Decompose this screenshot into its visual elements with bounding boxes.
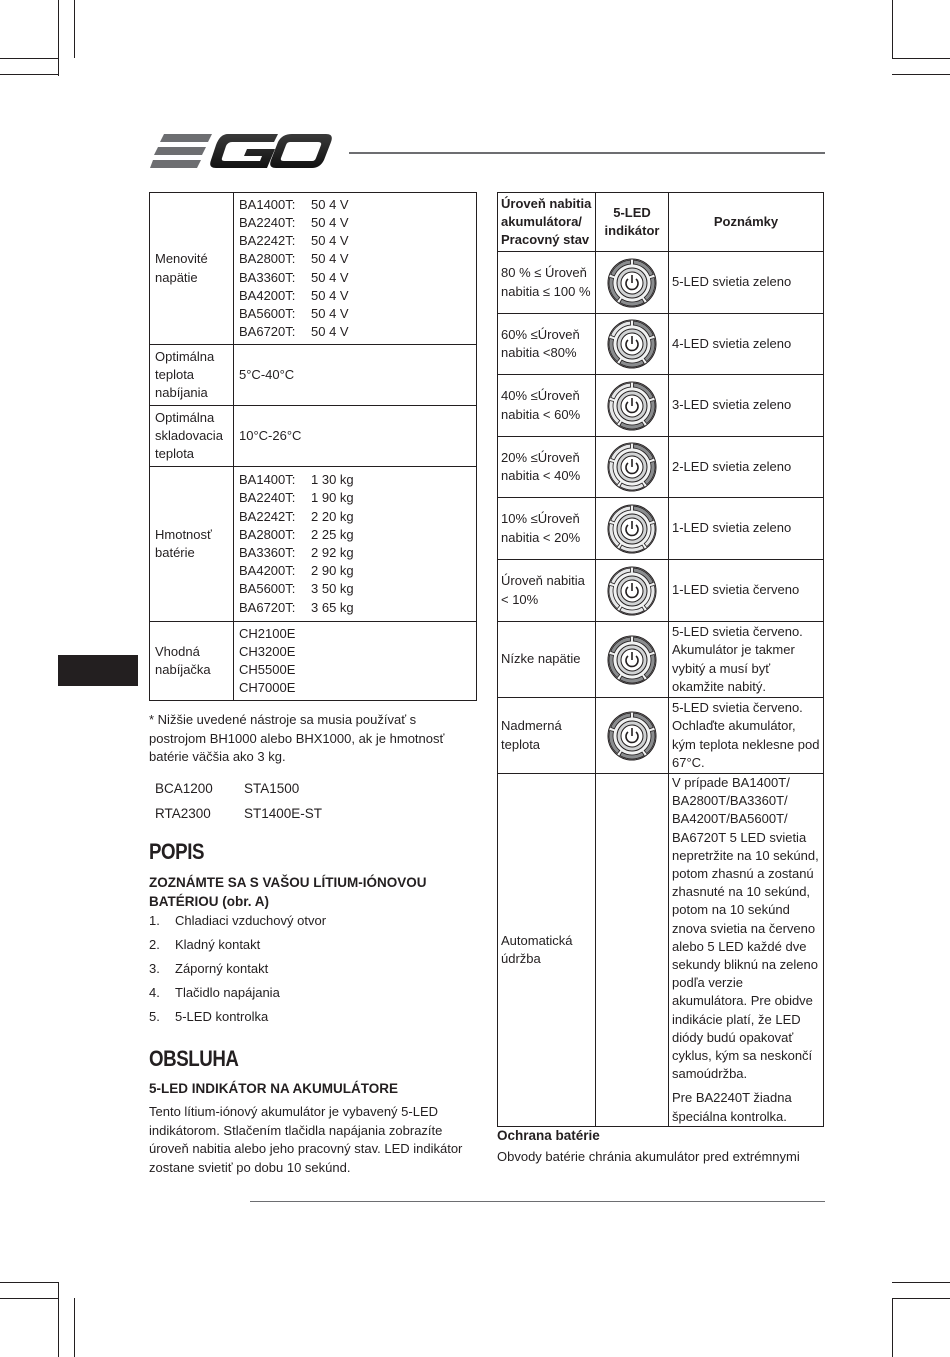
model: BA3360T: (239, 545, 296, 560)
led-row (498, 560, 824, 622)
list-item (149, 913, 326, 937)
row-note: 1-LED svietia zeleno (669, 498, 824, 560)
spec-value: 10°C-26°C (234, 406, 477, 467)
model: BA6720T: (239, 324, 296, 340)
led-row (498, 375, 824, 437)
led-indicator-icon (596, 622, 669, 698)
model: BA2240T: (239, 214, 296, 230)
led-row (498, 314, 824, 375)
item-text: Chladiaci vzduchový otvor (175, 913, 327, 928)
obsluha-heading: OBSLUHA (149, 1046, 239, 1071)
crop-mark (892, 0, 893, 58)
value: 50 4 V (311, 233, 349, 249)
tool-row (155, 776, 322, 801)
row-note: 4-LED svietia zeleno (669, 314, 824, 375)
header-notes: Poznámky (669, 193, 824, 252)
row-note: 5-LED svietia zeleno (669, 252, 824, 314)
led-row (498, 498, 824, 560)
value: 50 4 V (311, 305, 349, 321)
led-row (498, 698, 824, 774)
crop-mark (0, 58, 58, 59)
value: 50 4 V (311, 251, 349, 267)
value: 1 30 kg (311, 472, 354, 488)
row-state: Úroveň nabitia < 10% (498, 560, 596, 622)
maintenance-note-2: Pre BA2240T žiadna špeciálna kontrolka. (672, 1090, 792, 1124)
model: BA2240T: (239, 490, 296, 506)
model: BA2800T: (239, 526, 296, 542)
tool-model: STA1500 (244, 781, 300, 796)
list-item (149, 961, 326, 985)
charger-model: CH7000E (239, 680, 296, 696)
led-table-header (498, 193, 824, 252)
led-row (498, 622, 824, 698)
obsluha-body: Tento lítium-iónový akumulátor je vybavený 5-LED indikátorom. Stlačením tlačidla napájania zobrazíte úroveň nabitia alebo jeho pracovný stav. LED indikátor zostane svietiť po dobu 10 sekúnd. (149, 1104, 463, 1175)
value: 3 50 kg (311, 581, 354, 597)
ochrana-body: Obvody batérie chránia akumulátor pred extrémnymi (497, 1149, 800, 1164)
spec-row-storage-temp (150, 406, 477, 467)
tool-list (155, 776, 322, 826)
charger-model: CH5500E (239, 662, 296, 677)
row-state: 40% ≤Úroveň nabitia < 60% (498, 375, 596, 437)
crop-mark (0, 74, 58, 75)
voltage-pairs (239, 196, 471, 342)
spec-value (234, 193, 477, 345)
value: 50 4 V (311, 214, 349, 230)
row-note: 2-LED svietia zeleno (669, 437, 824, 498)
spec-label: Vhodná nabíjačka (150, 622, 234, 701)
popis-subheading: ZOZNÁMTE SA S VAŠOU LÍTIUM-IÓNOVOU BATÉRIOU (obr. A) (149, 875, 427, 909)
header-indicator: 5-LED indikátor (596, 193, 669, 252)
item-text: Tlačidlo napájania (175, 985, 280, 1000)
model: BA6720T: (239, 599, 296, 615)
spec-value (234, 467, 477, 622)
led-table (497, 192, 824, 1127)
row-state: 10% ≤Úroveň nabitia < 20% (498, 498, 596, 560)
specs-table (149, 192, 477, 701)
spec-value (234, 622, 477, 701)
spec-row-weight (150, 467, 477, 622)
value: 50 4 V (311, 196, 349, 212)
crop-mark (58, 1282, 59, 1357)
led-indicator-icon (596, 375, 669, 437)
tool-model: ST1400E-ST (244, 806, 323, 821)
crop-mark (74, 0, 75, 58)
tool-model: BCA1200 (155, 781, 213, 796)
led-indicator-icon (596, 252, 669, 314)
item-number: 1. (149, 913, 160, 928)
row-note (669, 774, 824, 1127)
value: 50 4 V (311, 269, 349, 285)
row-note: 5-LED svietia červeno. Akumulátor je takmer vybitý a musí byť okamžite nabitý. (669, 622, 824, 698)
spec-row-voltage (150, 193, 477, 345)
crop-mark (892, 1298, 893, 1357)
row-note: 3-LED svietia zeleno (669, 375, 824, 437)
value: 2 90 kg (311, 563, 354, 579)
row-state: 20% ≤Úroveň nabitia < 40% (498, 437, 596, 498)
value: 2 20 kg (311, 508, 354, 524)
item-number: 5. (149, 1009, 160, 1024)
crop-mark (74, 1298, 75, 1357)
spec-row-charge-temp (150, 345, 477, 406)
value: 1 90 kg (311, 490, 354, 506)
led-indicator-icon (596, 560, 669, 622)
footer-rule (250, 1201, 825, 1202)
footnote: * Nižšie uvedené nástroje sa musia používať s postrojom BH1000 alebo BHX1000, ak je hmotnosť batérie väčšia ako 3 kg. (149, 712, 445, 764)
parts-list (149, 913, 326, 1033)
value: 2 92 kg (311, 545, 354, 560)
popis-heading: POPIS (149, 839, 205, 864)
value: 50 4 V (311, 287, 349, 303)
row-state: 60% ≤Úroveň nabitia <80% (498, 314, 596, 375)
row-indicator-empty (596, 774, 669, 1127)
tool-model: RTA2300 (155, 806, 211, 821)
spec-label: Hmotnosť batérie (150, 467, 234, 622)
crop-mark (892, 1298, 950, 1299)
spec-row-charger (150, 622, 477, 701)
obsluha-subheading: 5-LED INDIKÁTOR NA AKUMULÁTORE (149, 1081, 398, 1096)
led-row-maintenance (498, 774, 824, 1127)
crop-mark (892, 58, 950, 59)
value: 3 65 kg (311, 599, 354, 615)
spec-label: Menovité napätie (150, 193, 234, 345)
model: BA2242T: (239, 233, 296, 249)
spec-label: Optimálna skladovacia teplota (150, 406, 234, 467)
charger-model: CH2100E (239, 625, 296, 641)
list-item (149, 985, 326, 1009)
row-note: 1-LED svietia červeno (669, 560, 824, 622)
model: BA1400T: (239, 196, 296, 212)
led-indicator-icon (596, 698, 669, 774)
row-state: 80 % ≤ Úroveň nabitia ≤ 100 % (498, 252, 596, 314)
led-row (498, 437, 824, 498)
item-number: 4. (149, 985, 160, 1000)
crop-mark (892, 1282, 950, 1283)
model: BA2800T: (239, 251, 296, 267)
led-indicator-icon (596, 498, 669, 560)
row-note: 5-LED svietia červeno. Ochlaďte akumulátor, kým teplota neklesne pod 67°C. (669, 698, 824, 774)
spec-label: Optimálna teplota nabíjania (150, 345, 234, 406)
spec-value: 5°C-40°C (234, 345, 477, 406)
led-indicator-icon (596, 314, 669, 375)
language-side-tab (58, 655, 138, 686)
weight-pairs (239, 471, 471, 617)
crop-mark (0, 1298, 58, 1299)
model: BA5600T: (239, 305, 296, 321)
item-text: Kladný kontakt (175, 937, 261, 952)
maintenance-note: V prípade BA1400T/ BA2800T/BA3360T/ BA4200T/BA5600T/ BA6720T 5 LED svietia nepretržite na 10 sekúnd, potom zhasnú a zostanú zhasnuté na 10 sekúnd, potom na 10 sekúnd znova svietia na červeno alebo 5 LED každé dve sekundy bliknú na zeleno podľa verzie akumulátora. Pre obidve indikácie platí, že LED diódy budú opakovať cyklus, kým sa neskončí samoúdržba. (672, 775, 819, 1082)
header-state: Úroveň nabitia akumulátora/ Pracovný stav (498, 193, 596, 252)
ego-logo (150, 130, 332, 172)
model: BA5600T: (239, 581, 296, 597)
value: 50 4 V (311, 324, 349, 340)
crop-mark (892, 74, 950, 75)
item-number: 3. (149, 961, 160, 976)
crop-mark (58, 0, 59, 76)
row-state: Nízke napätie (498, 622, 596, 698)
list-item (149, 1009, 326, 1033)
crop-mark (0, 1282, 58, 1283)
model: BA1400T: (239, 472, 296, 488)
model: BA4200T: (239, 287, 296, 303)
ochrana-heading: Ochrana batérie (497, 1128, 600, 1143)
tool-row (155, 801, 322, 826)
item-number: 2. (149, 937, 160, 952)
model: BA4200T: (239, 563, 296, 579)
item-text: Záporný kontakt (175, 961, 269, 976)
list-item (149, 937, 326, 961)
row-state: Nadmerná teplota (498, 698, 596, 774)
charger-model: CH3200E (239, 643, 296, 659)
led-row (498, 252, 824, 314)
header-rule (349, 152, 825, 154)
value: 2 25 kg (311, 526, 354, 542)
row-state: Automatická údržba (498, 774, 596, 1127)
item-text: 5-LED kontrolka (175, 1009, 269, 1024)
model: BA3360T: (239, 269, 296, 285)
led-indicator-icon (596, 437, 669, 498)
model: BA2242T: (239, 508, 296, 524)
